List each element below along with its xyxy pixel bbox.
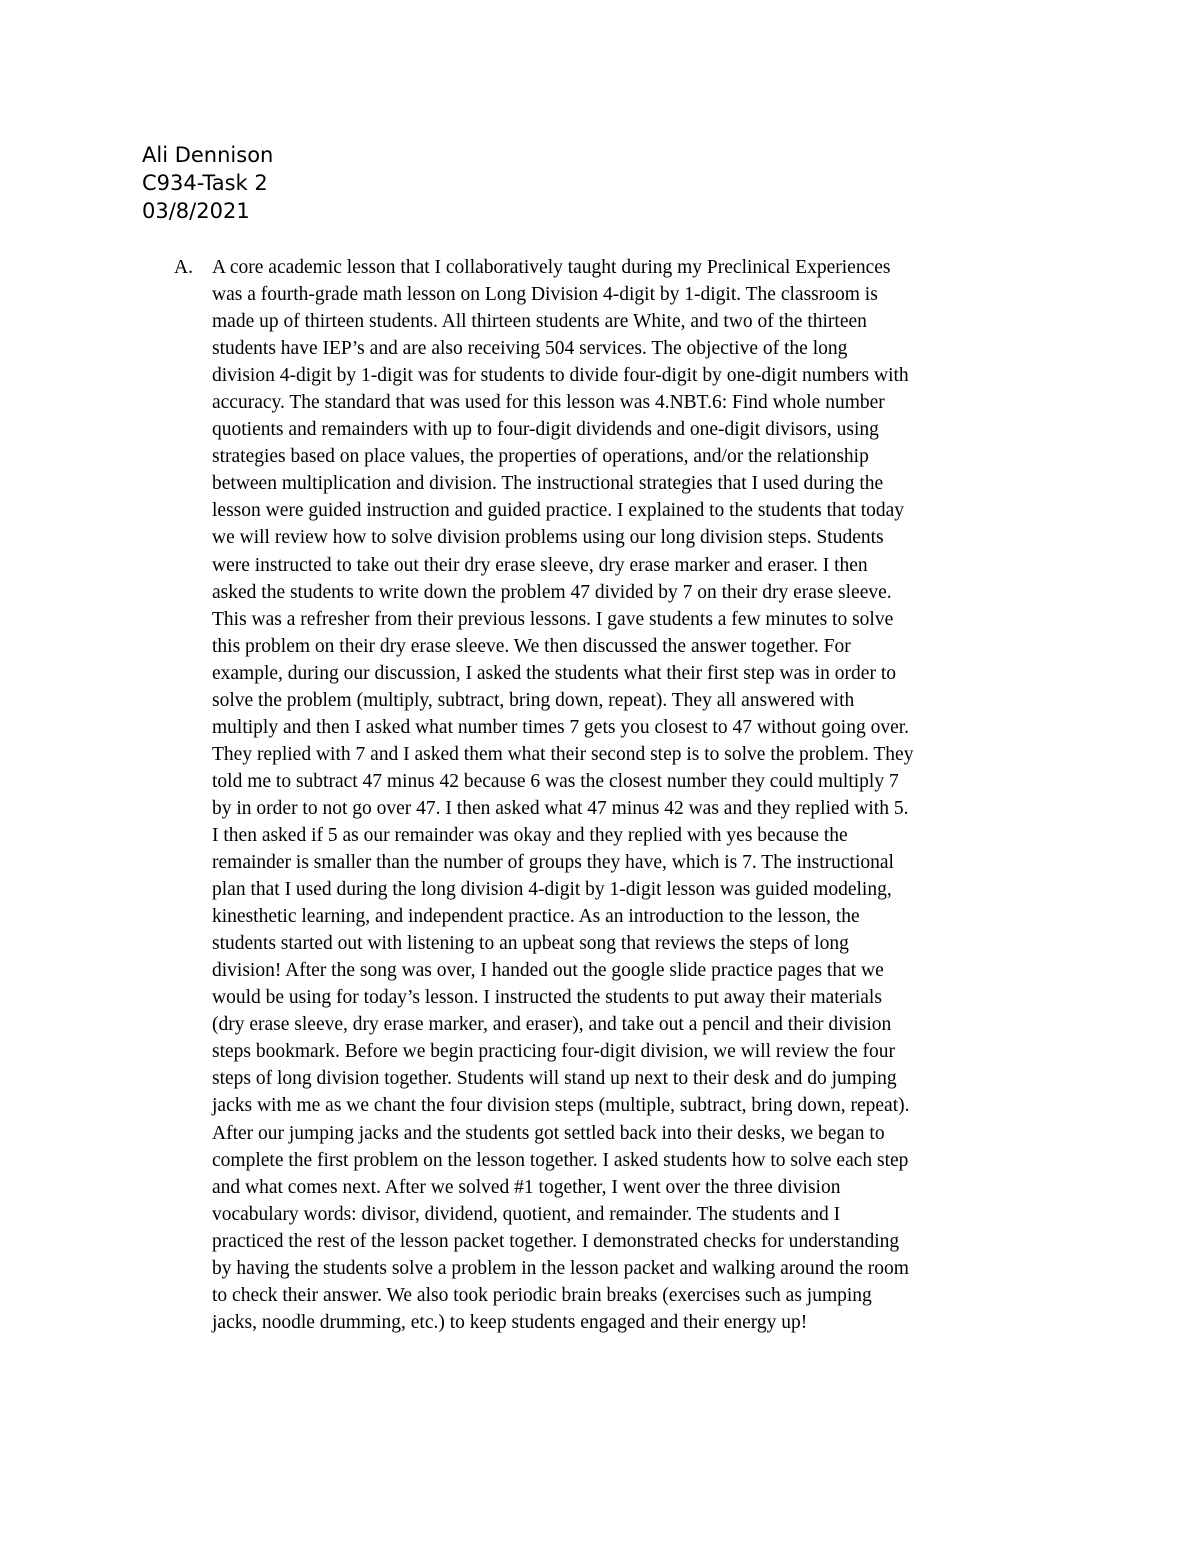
list-marker: A. xyxy=(174,257,193,278)
paragraph-line: by having the students solve a problem in the lesson packet and walking around the room xyxy=(212,1257,909,1279)
paragraph-line: and what comes next. After we solved #1 together, I went over the three division xyxy=(212,1176,841,1198)
section-a-paragraph xyxy=(212,254,1064,1336)
paragraph-line: to check their answer. We also took periodic brain breaks (exercises such as jumping xyxy=(212,1284,872,1306)
paragraph-line: was a fourth-grade math lesson on Long Division 4-digit by 1-digit. The classroom is xyxy=(212,284,878,306)
paragraph-line: solve the problem (multiply, subtract, bring down, repeat). They all answered with xyxy=(212,689,855,711)
paragraph-line: jacks with me as we chant the four division steps (multiple, subtract, bring down, repeat). xyxy=(212,1095,910,1117)
paragraph-line: This was a refresher from their previous lessons. I gave students a few minutes to solve xyxy=(212,608,894,630)
paragraph-line: would be using for today’s lesson. I instructed the students to put away their materials xyxy=(212,987,882,1009)
paragraph-line: vocabulary words: divisor, dividend, quotient, and remainder. The students and I xyxy=(212,1203,841,1225)
paragraph-line: between multiplication and division. The instructional strategies that I used during the xyxy=(212,473,884,495)
paragraph-line: plan that I used during the long division 4-digit by 1-digit lesson was guided modeling, xyxy=(212,879,892,901)
paragraph-line: division! After the song was over, I handed out the google slide practice pages that we xyxy=(212,960,884,982)
paragraph-line: quotients and remainders with up to four-digit dividends and one-digit divisors, using xyxy=(212,419,879,441)
paragraph-line: this problem on their dry erase sleeve. We then discussed the answer together. For xyxy=(212,635,851,657)
paragraph-line: steps bookmark. Before we begin practicing four-digit division, we will review the four xyxy=(212,1041,896,1063)
paragraph-line: kinesthetic learning, and independent practice. As an introduction to the lesson, the xyxy=(212,906,860,928)
paragraph-line: complete the first problem on the lesson together. I asked students how to solve each step xyxy=(212,1149,909,1171)
paragraph-line: lesson were guided instruction and guided practice. I explained to the students that today xyxy=(212,500,905,522)
paragraph-line: multiply and then I asked what number times 7 gets you closest to 47 without going over. xyxy=(212,716,910,738)
paragraph-line: A core academic lesson that I collaboratively taught during my Preclinical Experiences xyxy=(212,257,891,278)
paragraph-line: I then asked if 5 as our remainder was okay and they replied with yes because the xyxy=(212,824,848,846)
paragraph-line: students have IEP’s and are also receiving 504 services. The objective of the long xyxy=(212,338,848,360)
paragraph-line: steps of long division together. Students will stand up next to their desk and do jumping xyxy=(212,1068,897,1090)
paragraph-line: students started out with listening to an upbeat song that reviews the steps of long xyxy=(212,933,849,955)
paragraph-line: by in order to not go over 47. I then asked what 47 minus 42 was and they replied with 5. xyxy=(212,797,909,819)
paragraph-line: were instructed to take out their dry erase sleeve, dry erase marker and eraser. I then xyxy=(212,554,868,576)
paragraph-line: remainder is smaller than the number of groups they have, which is 7. The instructional xyxy=(212,852,894,874)
paragraph-line: They replied with 7 and I asked them what their second step is to solve the problem. They xyxy=(212,743,914,765)
paragraph-line: (dry erase sleeve, dry erase marker, and eraser), and take out a pencil and their division xyxy=(212,1014,892,1036)
paragraph-line: we will review how to solve division problems using our long division steps. Students xyxy=(212,527,884,549)
author-name: Ali Dennison xyxy=(142,143,274,167)
paragraph-line: jacks, noodle drumming, etc.) to keep students engaged and their energy up! xyxy=(212,1311,808,1333)
paragraph-line: accuracy. The standard that was used for this lesson was 4.NBT.6: Find whole number xyxy=(212,392,885,414)
document-date: 03/8/2021 xyxy=(142,199,250,223)
document-header xyxy=(142,141,273,225)
paragraph-line: After our jumping jacks and the students got settled back into their desks, we began to xyxy=(212,1122,885,1144)
paragraph-line: told me to subtract 47 minus 42 because 6 was the closest number they could multiply 7 xyxy=(212,770,899,792)
paragraph-line: practiced the rest of the lesson packet together. I demonstrated checks for understanding xyxy=(212,1230,900,1252)
paragraph-line: example, during our discussion, I asked the students what their first step was in order to xyxy=(212,662,896,684)
course-task: C934-Task 2 xyxy=(142,171,268,195)
paragraph-line: asked the students to write down the problem 47 divided by 7 on their dry erase sleeve. xyxy=(212,581,892,603)
paragraph-line: made up of thirteen students. All thirteen students are White, and two of the thirteen xyxy=(212,311,867,333)
paragraph-line: strategies based on place values, the properties of operations, and/or the relationship xyxy=(212,446,869,468)
paragraph-line: division 4-digit by 1-digit was for students to divide four-digit by one-digit numbers with xyxy=(212,365,909,387)
